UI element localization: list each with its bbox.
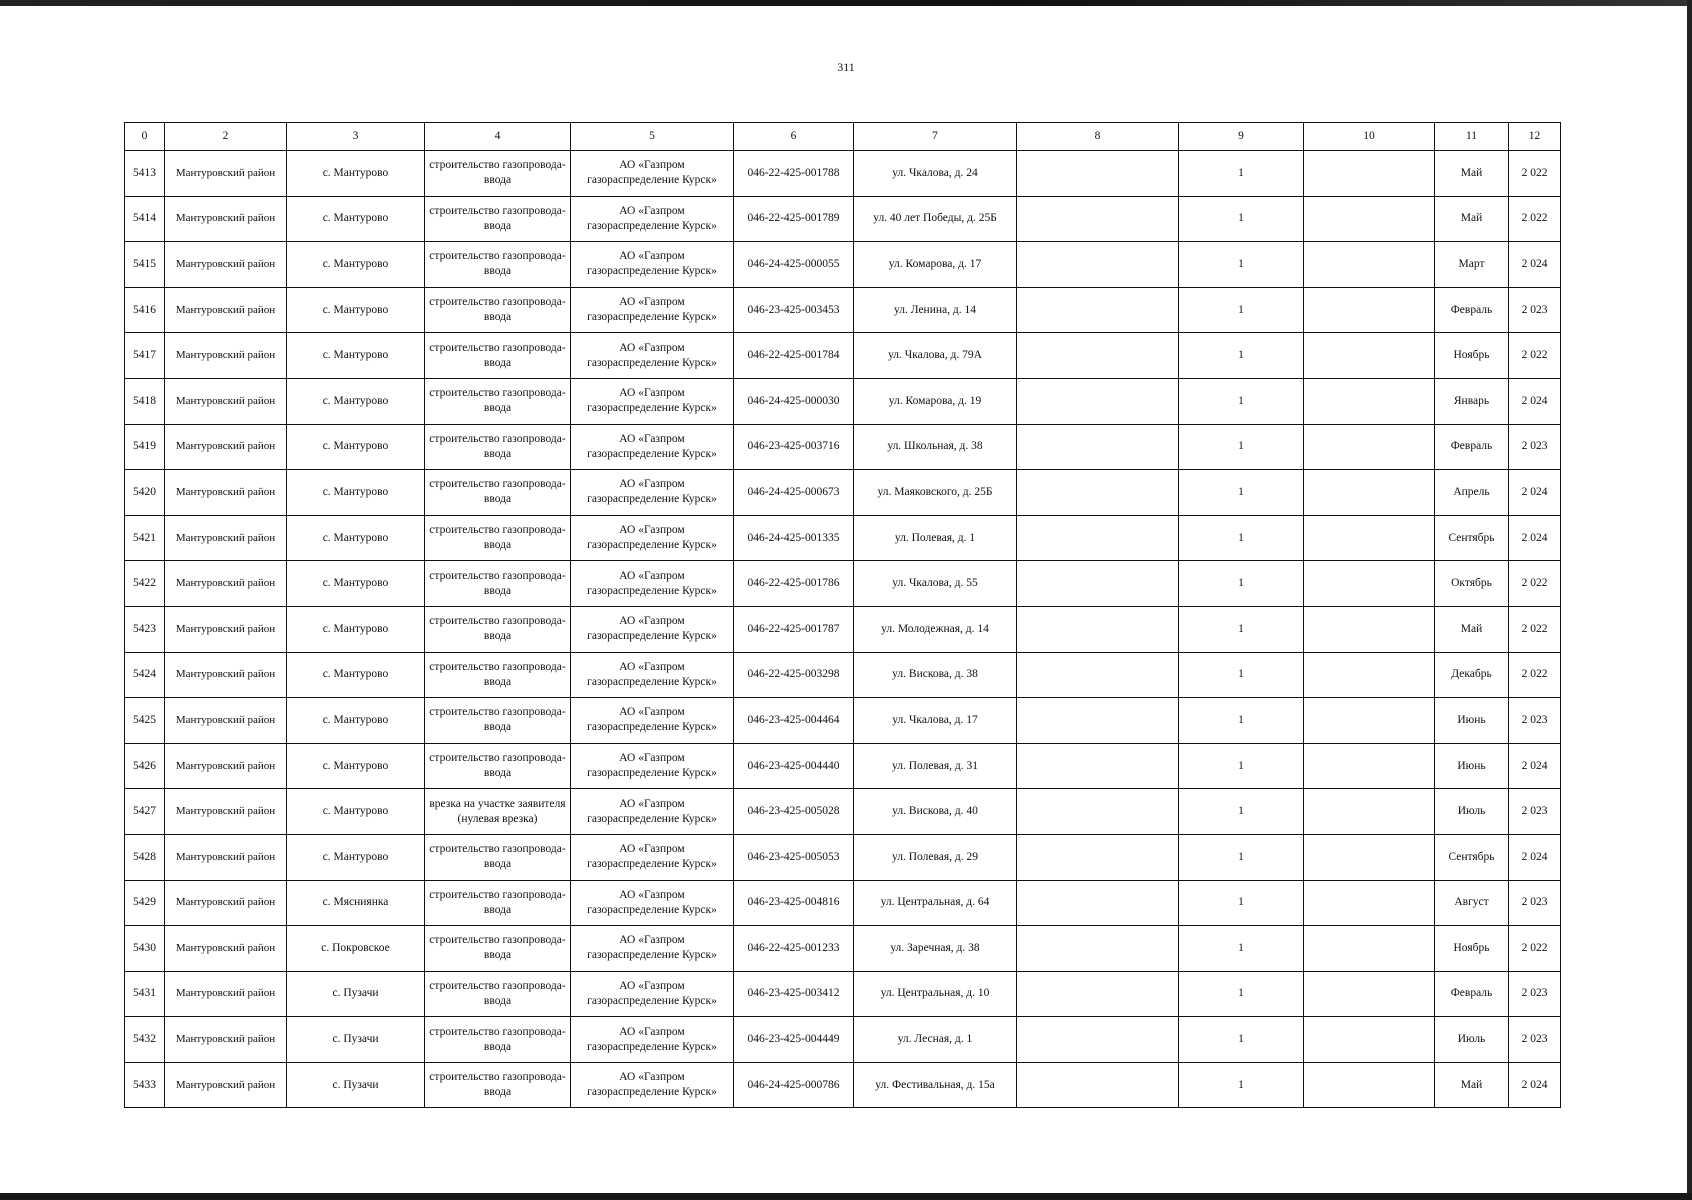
scan-edge-right [1687, 0, 1692, 1200]
table-row [125, 880, 1561, 926]
cell-count: 1 [1179, 834, 1304, 880]
cell-organization: АО «Газпром газораспределение Курск» [571, 561, 734, 607]
cell-address: ул. Центральная, д. 64 [854, 880, 1017, 926]
cell-col-10 [1304, 1062, 1435, 1108]
column-header-11: 11 [1435, 123, 1509, 151]
cell-count: 1 [1179, 287, 1304, 333]
page-number: 311 [837, 60, 855, 74]
table-header [125, 123, 1561, 151]
cell-application-code: 046-22-425-001789 [734, 196, 854, 242]
cell-year: 2 022 [1509, 333, 1561, 379]
cell-col-10 [1304, 470, 1435, 516]
cell-month: Май [1435, 196, 1509, 242]
cell-col-8 [1017, 606, 1179, 652]
cell-locality: с. Покровское [287, 926, 425, 972]
cell-col-8 [1017, 287, 1179, 333]
cell-year: 2 022 [1509, 196, 1561, 242]
cell-month: Ноябрь [1435, 333, 1509, 379]
cell-district: Мантуровский район [165, 196, 287, 242]
cell-year: 2 022 [1509, 151, 1561, 197]
cell-district: Мантуровский район [165, 606, 287, 652]
cell-district: Мантуровский район [165, 287, 287, 333]
column-header-8: 8 [1017, 123, 1179, 151]
cell-organization: АО «Газпром газораспределение Курск» [571, 1062, 734, 1108]
cell-col-10 [1304, 789, 1435, 835]
table-row [125, 698, 1561, 744]
cell-month: Июль [1435, 789, 1509, 835]
table-row [125, 470, 1561, 516]
table-row [125, 971, 1561, 1017]
column-header-0: 0 [125, 123, 165, 151]
cell-address: ул. Маяковского, д. 25Б [854, 470, 1017, 516]
cell-work-type: строительство газопровода-ввода [425, 378, 571, 424]
cell-col-10 [1304, 971, 1435, 1017]
cell-organization: АО «Газпром газораспределение Курск» [571, 743, 734, 789]
cell-count: 1 [1179, 470, 1304, 516]
cell-number: 5416 [125, 287, 165, 333]
cell-organization: АО «Газпром газораспределение Курск» [571, 515, 734, 561]
cell-col-8 [1017, 333, 1179, 379]
cell-month: Июль [1435, 1017, 1509, 1063]
cell-col-8 [1017, 789, 1179, 835]
column-header-9: 9 [1179, 123, 1304, 151]
cell-month: Август [1435, 880, 1509, 926]
cell-work-type: строительство газопровода-ввода [425, 834, 571, 880]
cell-work-type: строительство газопровода-ввода [425, 196, 571, 242]
cell-count: 1 [1179, 378, 1304, 424]
cell-locality: с. Мясниянка [287, 880, 425, 926]
table-row [125, 151, 1561, 197]
cell-month: Октябрь [1435, 561, 1509, 607]
cell-locality: с. Мантурово [287, 287, 425, 333]
cell-year: 2 024 [1509, 515, 1561, 561]
cell-application-code: 046-22-425-001784 [734, 333, 854, 379]
cell-address: ул. Чкалова, д. 17 [854, 698, 1017, 744]
cell-work-type: строительство газопровода-ввода [425, 287, 571, 333]
cell-col-8 [1017, 242, 1179, 288]
cell-col-10 [1304, 743, 1435, 789]
cell-address: ул. Чкалова, д. 24 [854, 151, 1017, 197]
cell-work-type: строительство газопровода-ввода [425, 515, 571, 561]
cell-number: 5418 [125, 378, 165, 424]
table-row [125, 926, 1561, 972]
scan-edge-top [0, 0, 1692, 6]
cell-col-8 [1017, 743, 1179, 789]
column-header-4: 4 [425, 123, 571, 151]
register-table [124, 122, 1561, 1108]
cell-number: 5432 [125, 1017, 165, 1063]
cell-col-8 [1017, 926, 1179, 972]
cell-year: 2 023 [1509, 1017, 1561, 1063]
cell-application-code: 046-22-425-001788 [734, 151, 854, 197]
cell-year: 2 024 [1509, 242, 1561, 288]
table-row [125, 378, 1561, 424]
cell-application-code: 046-23-425-004816 [734, 880, 854, 926]
cell-col-8 [1017, 196, 1179, 242]
cell-locality: с. Пузачи [287, 1017, 425, 1063]
cell-organization: АО «Газпром газораспределение Курск» [571, 834, 734, 880]
cell-organization: АО «Газпром газораспределение Курск» [571, 789, 734, 835]
table-row [125, 1062, 1561, 1108]
cell-col-10 [1304, 515, 1435, 561]
cell-district: Мантуровский район [165, 880, 287, 926]
cell-locality: с. Мантурово [287, 561, 425, 607]
cell-number: 5426 [125, 743, 165, 789]
cell-month: Апрель [1435, 470, 1509, 516]
cell-organization: АО «Газпром газораспределение Курск» [571, 196, 734, 242]
cell-application-code: 046-23-425-004449 [734, 1017, 854, 1063]
cell-district: Мантуровский район [165, 561, 287, 607]
cell-number: 5414 [125, 196, 165, 242]
cell-count: 1 [1179, 789, 1304, 835]
cell-work-type: строительство газопровода-ввода [425, 333, 571, 379]
cell-month: Январь [1435, 378, 1509, 424]
header-row [125, 123, 1561, 151]
cell-month: Март [1435, 242, 1509, 288]
cell-application-code: 046-23-425-005028 [734, 789, 854, 835]
cell-work-type: строительство газопровода-ввода [425, 1062, 571, 1108]
cell-work-type: строительство газопровода-ввода [425, 424, 571, 470]
cell-work-type: строительство газопровода-ввода [425, 242, 571, 288]
cell-year: 2 022 [1509, 926, 1561, 972]
cell-col-8 [1017, 834, 1179, 880]
cell-organization: АО «Газпром газораспределение Курск» [571, 333, 734, 379]
cell-year: 2 023 [1509, 971, 1561, 1017]
cell-work-type: строительство газопровода-ввода [425, 652, 571, 698]
table-row [125, 561, 1561, 607]
column-header-2: 2 [165, 123, 287, 151]
cell-locality: с. Мантурово [287, 606, 425, 652]
cell-number: 5417 [125, 333, 165, 379]
cell-col-10 [1304, 287, 1435, 333]
cell-col-10 [1304, 242, 1435, 288]
cell-district: Мантуровский район [165, 789, 287, 835]
cell-work-type: строительство газопровода-ввода [425, 698, 571, 744]
cell-district: Мантуровский район [165, 1017, 287, 1063]
table-body [125, 151, 1561, 1108]
table-row [125, 743, 1561, 789]
cell-month: Февраль [1435, 424, 1509, 470]
cell-address: ул. Полевая, д. 31 [854, 743, 1017, 789]
cell-number: 5415 [125, 242, 165, 288]
cell-address: ул. Молодежная, д. 14 [854, 606, 1017, 652]
cell-col-8 [1017, 1062, 1179, 1108]
cell-district: Мантуровский район [165, 698, 287, 744]
cell-organization: АО «Газпром газораспределение Курск» [571, 378, 734, 424]
cell-col-8 [1017, 698, 1179, 744]
cell-locality: с. Мантурово [287, 424, 425, 470]
cell-month: Февраль [1435, 287, 1509, 333]
cell-work-type: строительство газопровода-ввода [425, 880, 571, 926]
cell-address: ул. Комарова, д. 17 [854, 242, 1017, 288]
cell-month: Июнь [1435, 698, 1509, 744]
cell-year: 2 023 [1509, 424, 1561, 470]
cell-district: Мантуровский район [165, 743, 287, 789]
cell-number: 5423 [125, 606, 165, 652]
cell-application-code: 046-22-425-001786 [734, 561, 854, 607]
cell-col-8 [1017, 652, 1179, 698]
cell-work-type: строительство газопровода-ввода [425, 926, 571, 972]
cell-application-code: 046-23-425-003412 [734, 971, 854, 1017]
cell-col-10 [1304, 378, 1435, 424]
cell-count: 1 [1179, 652, 1304, 698]
scan-edge-bottom [0, 1193, 1692, 1200]
cell-col-8 [1017, 971, 1179, 1017]
cell-count: 1 [1179, 1062, 1304, 1108]
table-row [125, 652, 1561, 698]
cell-organization: АО «Газпром газораспределение Курск» [571, 926, 734, 972]
cell-count: 1 [1179, 971, 1304, 1017]
cell-number: 5419 [125, 424, 165, 470]
cell-application-code: 046-24-425-000673 [734, 470, 854, 516]
cell-organization: АО «Газпром газораспределение Курск» [571, 698, 734, 744]
cell-organization: АО «Газпром газораспределение Курск» [571, 424, 734, 470]
cell-work-type: строительство газопровода-ввода [425, 1017, 571, 1063]
cell-count: 1 [1179, 424, 1304, 470]
cell-col-8 [1017, 515, 1179, 561]
cell-col-8 [1017, 378, 1179, 424]
cell-month: Февраль [1435, 971, 1509, 1017]
cell-work-type: врезка на участке заявителя (нулевая врезка) [425, 789, 571, 835]
cell-work-type: строительство газопровода-ввода [425, 606, 571, 652]
column-header-10: 10 [1304, 123, 1435, 151]
cell-locality: с. Мантурово [287, 834, 425, 880]
cell-year: 2 024 [1509, 378, 1561, 424]
cell-count: 1 [1179, 698, 1304, 744]
cell-address: ул. Школьная, д. 38 [854, 424, 1017, 470]
cell-number: 5431 [125, 971, 165, 1017]
cell-year: 2 023 [1509, 880, 1561, 926]
cell-month: Июнь [1435, 743, 1509, 789]
table-row [125, 424, 1561, 470]
cell-organization: АО «Газпром газораспределение Курск» [571, 880, 734, 926]
cell-number: 5413 [125, 151, 165, 197]
cell-district: Мантуровский район [165, 652, 287, 698]
cell-address: ул. Центральная, д. 10 [854, 971, 1017, 1017]
cell-address: ул. Полевая, д. 1 [854, 515, 1017, 561]
cell-locality: с. Мантурово [287, 196, 425, 242]
cell-address: ул. Лесная, д. 1 [854, 1017, 1017, 1063]
cell-col-8 [1017, 151, 1179, 197]
cell-district: Мантуровский район [165, 1062, 287, 1108]
cell-organization: АО «Газпром газораспределение Курск» [571, 1017, 734, 1063]
cell-count: 1 [1179, 561, 1304, 607]
cell-count: 1 [1179, 926, 1304, 972]
cell-locality: с. Пузачи [287, 971, 425, 1017]
cell-address: ул. Чкалова, д. 79А [854, 333, 1017, 379]
cell-month: Май [1435, 606, 1509, 652]
cell-month: Ноябрь [1435, 926, 1509, 972]
table-row [125, 287, 1561, 333]
cell-count: 1 [1179, 333, 1304, 379]
cell-locality: с. Мантурово [287, 652, 425, 698]
table-row [125, 196, 1561, 242]
cell-number: 5425 [125, 698, 165, 744]
cell-count: 1 [1179, 196, 1304, 242]
cell-application-code: 046-24-425-000786 [734, 1062, 854, 1108]
cell-address: ул. Вискова, д. 40 [854, 789, 1017, 835]
cell-district: Мантуровский район [165, 515, 287, 561]
cell-number: 5433 [125, 1062, 165, 1108]
cell-col-10 [1304, 561, 1435, 607]
cell-col-10 [1304, 1017, 1435, 1063]
cell-locality: с. Мантурово [287, 698, 425, 744]
cell-application-code: 046-23-425-004440 [734, 743, 854, 789]
cell-number: 5421 [125, 515, 165, 561]
cell-count: 1 [1179, 606, 1304, 652]
cell-district: Мантуровский район [165, 971, 287, 1017]
cell-district: Мантуровский район [165, 834, 287, 880]
cell-col-8 [1017, 424, 1179, 470]
cell-col-10 [1304, 652, 1435, 698]
cell-year: 2 022 [1509, 652, 1561, 698]
column-header-6: 6 [734, 123, 854, 151]
cell-number: 5420 [125, 470, 165, 516]
cell-address: ул. Ленина, д. 14 [854, 287, 1017, 333]
cell-count: 1 [1179, 743, 1304, 789]
cell-locality: с. Мантурово [287, 151, 425, 197]
cell-locality: с. Мантурово [287, 333, 425, 379]
cell-work-type: строительство газопровода-ввода [425, 743, 571, 789]
cell-col-10 [1304, 880, 1435, 926]
cell-address: ул. Комарова, д. 19 [854, 378, 1017, 424]
cell-col-10 [1304, 698, 1435, 744]
table-row [125, 515, 1561, 561]
table-row [125, 834, 1561, 880]
cell-number: 5424 [125, 652, 165, 698]
cell-year: 2 022 [1509, 606, 1561, 652]
cell-count: 1 [1179, 1017, 1304, 1063]
table-row [125, 789, 1561, 835]
cell-locality: с. Пузачи [287, 1062, 425, 1108]
cell-year: 2 023 [1509, 789, 1561, 835]
cell-col-10 [1304, 424, 1435, 470]
cell-address: ул. 40 лет Победы, д. 25Б [854, 196, 1017, 242]
cell-year: 2 022 [1509, 561, 1561, 607]
table-row [125, 242, 1561, 288]
cell-address: ул. Вискова, д. 38 [854, 652, 1017, 698]
cell-locality: с. Мантурово [287, 378, 425, 424]
table-row [125, 333, 1561, 379]
cell-application-code: 046-24-425-000055 [734, 242, 854, 288]
column-header-3: 3 [287, 123, 425, 151]
cell-number: 5428 [125, 834, 165, 880]
cell-organization: АО «Газпром газораспределение Курск» [571, 606, 734, 652]
cell-address: ул. Фестивальная, д. 15а [854, 1062, 1017, 1108]
cell-col-10 [1304, 834, 1435, 880]
cell-district: Мантуровский район [165, 926, 287, 972]
cell-year: 2 024 [1509, 1062, 1561, 1108]
cell-district: Мантуровский район [165, 151, 287, 197]
cell-district: Мантуровский район [165, 470, 287, 516]
cell-application-code: 046-23-425-003716 [734, 424, 854, 470]
cell-number: 5429 [125, 880, 165, 926]
cell-col-10 [1304, 333, 1435, 379]
cell-month: Сентябрь [1435, 515, 1509, 561]
cell-year: 2 024 [1509, 743, 1561, 789]
cell-district: Мантуровский район [165, 242, 287, 288]
cell-address: ул. Заречная, д. 38 [854, 926, 1017, 972]
table-row [125, 606, 1561, 652]
cell-count: 1 [1179, 880, 1304, 926]
cell-month: Май [1435, 1062, 1509, 1108]
cell-application-code: 046-24-425-000030 [734, 378, 854, 424]
cell-address: ул. Чкалова, д. 55 [854, 561, 1017, 607]
cell-number: 5422 [125, 561, 165, 607]
cell-col-8 [1017, 1017, 1179, 1063]
cell-district: Мантуровский район [165, 333, 287, 379]
column-header-7: 7 [854, 123, 1017, 151]
cell-work-type: строительство газопровода-ввода [425, 151, 571, 197]
cell-col-8 [1017, 470, 1179, 516]
cell-year: 2 023 [1509, 698, 1561, 744]
cell-year: 2 024 [1509, 470, 1561, 516]
cell-organization: АО «Газпром газораспределение Курск» [571, 971, 734, 1017]
cell-col-10 [1304, 926, 1435, 972]
cell-district: Мантуровский район [165, 378, 287, 424]
cell-locality: с. Мантурово [287, 515, 425, 561]
cell-application-code: 046-22-425-001787 [734, 606, 854, 652]
cell-month: Май [1435, 151, 1509, 197]
cell-col-10 [1304, 196, 1435, 242]
cell-col-8 [1017, 561, 1179, 607]
cell-locality: с. Мантурово [287, 743, 425, 789]
cell-col-10 [1304, 151, 1435, 197]
cell-application-code: 046-24-425-001335 [734, 515, 854, 561]
cell-col-8 [1017, 880, 1179, 926]
table-row [125, 1017, 1561, 1063]
cell-work-type: строительство газопровода-ввода [425, 470, 571, 516]
cell-count: 1 [1179, 515, 1304, 561]
cell-organization: АО «Газпром газораспределение Курск» [571, 287, 734, 333]
cell-application-code: 046-22-425-001233 [734, 926, 854, 972]
cell-application-code: 046-23-425-005053 [734, 834, 854, 880]
cell-number: 5430 [125, 926, 165, 972]
cell-organization: АО «Газпром газораспределение Курск» [571, 470, 734, 516]
cell-organization: АО «Газпром газораспределение Курск» [571, 242, 734, 288]
cell-year: 2 023 [1509, 287, 1561, 333]
cell-work-type: строительство газопровода-ввода [425, 971, 571, 1017]
cell-district: Мантуровский район [165, 424, 287, 470]
cell-organization: АО «Газпром газораспределение Курск» [571, 652, 734, 698]
cell-locality: с. Мантурово [287, 789, 425, 835]
cell-application-code: 046-22-425-003298 [734, 652, 854, 698]
cell-col-10 [1304, 606, 1435, 652]
column-header-12: 12 [1509, 123, 1561, 151]
cell-count: 1 [1179, 151, 1304, 197]
cell-locality: с. Мантурово [287, 470, 425, 516]
cell-application-code: 046-23-425-003453 [734, 287, 854, 333]
cell-month: Сентябрь [1435, 834, 1509, 880]
cell-number: 5427 [125, 789, 165, 835]
cell-year: 2 024 [1509, 834, 1561, 880]
cell-month: Декабрь [1435, 652, 1509, 698]
column-header-5: 5 [571, 123, 734, 151]
cell-organization: АО «Газпром газораспределение Курск» [571, 151, 734, 197]
cell-application-code: 046-23-425-004464 [734, 698, 854, 744]
cell-count: 1 [1179, 242, 1304, 288]
cell-address: ул. Полевая, д. 29 [854, 834, 1017, 880]
cell-locality: с. Мантурово [287, 242, 425, 288]
cell-work-type: строительство газопровода-ввода [425, 561, 571, 607]
